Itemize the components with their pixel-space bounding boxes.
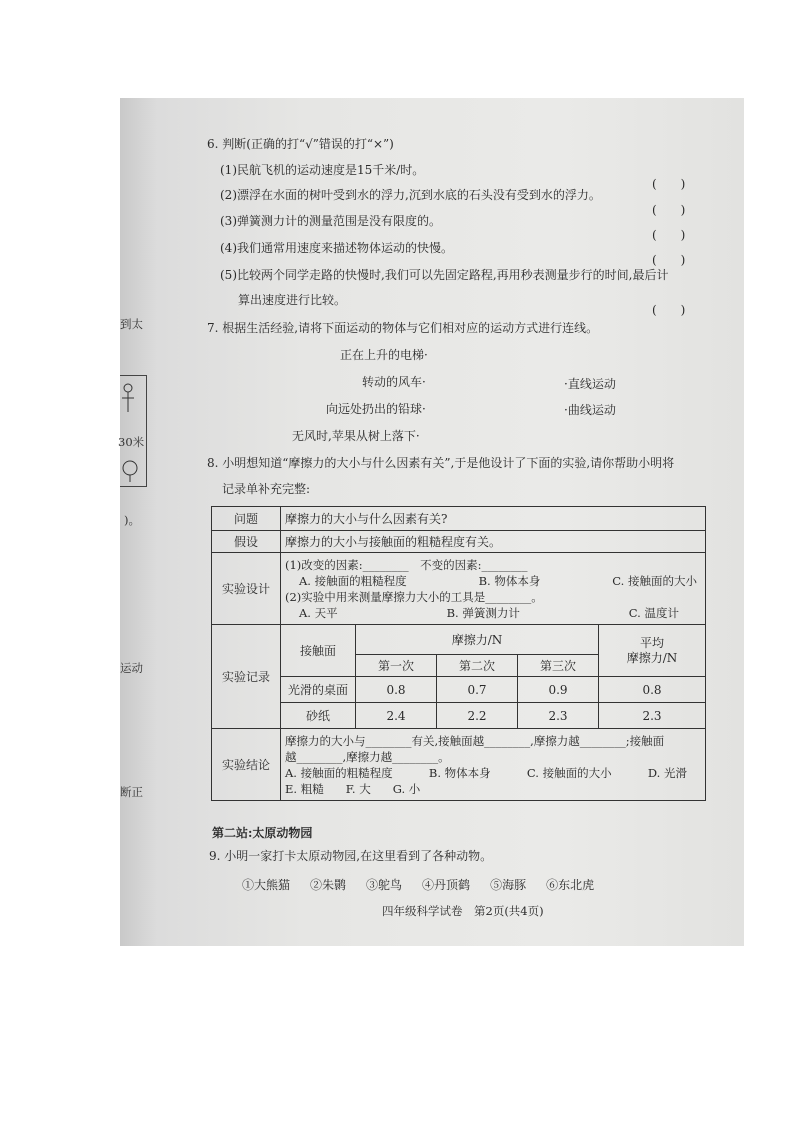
option[interactable]: C. 接触面的大小 [612, 573, 697, 588]
conclusion-line: 越________,摩擦力越________。 [285, 749, 450, 764]
option[interactable]: B. 弹簧测力计 [446, 605, 520, 620]
avg-header-line: 摩擦力/N [626, 650, 678, 665]
option[interactable]: A. 接触面的粗糙程度 [285, 765, 393, 780]
q7-left-item[interactable]: 无风时,苹果从树上落下· [292, 429, 420, 443]
value-cell: 2.4 [356, 703, 437, 729]
value-cell: 0.7 [437, 677, 518, 703]
avg-header [599, 625, 706, 677]
value-cell: 2.3 [518, 703, 599, 729]
q6-item: (4)我们通常用速度来描述物体运动的快慢。 [220, 241, 453, 255]
question-cell: 摩擦力的大小与什么因素有关? [281, 507, 706, 531]
trial-header: 第二次 [437, 655, 518, 677]
row-label: 实验记录 [212, 625, 281, 729]
row-label: 实验结论 [212, 729, 281, 801]
value-cell: 0.9 [518, 677, 599, 703]
q6-item-cont: 算出速度进行比较。 [238, 293, 347, 307]
option[interactable]: A. 接触面的粗糙程度 [299, 573, 407, 588]
animal-item: ⑤海豚 [490, 878, 527, 892]
row-label: 假设 [212, 531, 281, 553]
conclusion-options [285, 781, 701, 797]
design-line: (2)实验中用来测量摩擦力大小的工具是________。 [285, 589, 543, 604]
row-label: 问题 [212, 507, 281, 531]
option[interactable]: B. 物体本身 [428, 765, 491, 780]
q8-title: 8. 小明想知道“摩擦力的大小与什么因素有关”,于是他设计了下面的实验,请你帮助小明将 [207, 456, 675, 470]
page-footer: 四年级科学试卷 第2页(共4页) [382, 904, 544, 918]
trial-header: 第一次 [356, 655, 437, 677]
surface-cell: 光滑的桌面 [281, 677, 356, 703]
hypothesis-cell: 摩擦力的大小与接触面的粗糙程度有关。 [281, 531, 706, 553]
option[interactable]: G. 小 [392, 781, 421, 796]
design-line: (1)改变的因素:________ 不变的因素:________ [285, 557, 528, 572]
value-cell: 2.2 [437, 703, 518, 729]
q7-left-item[interactable]: 向远处扔出的铅球· [326, 402, 426, 416]
q6-item: (1)民航飞机的运动速度是15千米/时。 [220, 163, 425, 177]
q7-title: 7. 根据生活经验,请将下面运动的物体与它们相对应的运动方式进行连线。 [207, 321, 599, 335]
q6-answer-paren[interactable]: ( ) [652, 253, 686, 267]
q6-title: 6. 判断(正确的打“√”错误的打“×”) [207, 137, 394, 151]
option[interactable]: E. 粗糙 [285, 781, 324, 796]
option[interactable]: A. 天平 [299, 605, 338, 620]
option[interactable]: D. 光滑 [647, 765, 687, 780]
q7-left-item[interactable]: 正在上升的电梯· [340, 348, 428, 362]
section-title: 第二站:太原动物园 [212, 826, 313, 840]
option[interactable]: C. 温度计 [628, 605, 679, 620]
person-tree-icon [120, 376, 146, 486]
conclusion-options [285, 765, 701, 781]
q6-answer-paren[interactable]: ( ) [652, 303, 686, 317]
design-options [285, 605, 701, 621]
conclusion-line: 摩擦力的大小与________有关,接触面越________,摩擦力越________;接触面 [285, 733, 665, 748]
q6-answer-paren[interactable]: ( ) [652, 228, 686, 242]
option[interactable]: C. 接触面的大小 [526, 765, 612, 780]
trial-header: 第三次 [518, 655, 599, 677]
q6-item: (5)比较两个同学走路的快慢时,我们可以先固定路程,再用秒表测量步行的时间,最后计 [220, 268, 669, 282]
conclusion-cell[interactable] [281, 729, 706, 801]
q6-answer-paren[interactable]: ( ) [652, 177, 686, 191]
figure-box [120, 375, 147, 487]
edge-fragment: 30米 [118, 435, 145, 449]
avg-cell: 0.8 [599, 677, 706, 703]
q7-right-item[interactable]: ·曲线运动 [564, 403, 616, 417]
animal-item: ③鸵鸟 [366, 878, 403, 892]
friction-header: 摩擦力/N [356, 625, 599, 655]
option[interactable]: B. 物体本身 [478, 573, 541, 588]
avg-cell: 2.3 [599, 703, 706, 729]
row-label: 实验设计 [212, 553, 281, 625]
q6-answer-paren[interactable]: ( ) [652, 203, 686, 217]
experiment-record-table [211, 506, 706, 801]
edge-fragment: 断正 [120, 785, 143, 799]
q9-title: 9. 小明一家打卡太原动物园,在这里看到了各种动物。 [209, 849, 493, 863]
edge-fragment: )。 [124, 513, 140, 527]
animal-list [242, 876, 594, 893]
design-cell[interactable] [281, 553, 706, 625]
q7-right-item[interactable]: ·直线运动 [564, 377, 616, 391]
surface-header: 接触面 [281, 625, 356, 677]
q6-item: (3)弹簧测力计的测量范围是没有限度的。 [220, 214, 441, 228]
avg-header-line: 平均 [639, 635, 664, 650]
animal-item: ②朱鹮 [310, 878, 347, 892]
q7-left-item[interactable]: 转动的风车· [362, 375, 426, 389]
edge-fragment: 运动 [120, 661, 143, 675]
surface-cell: 砂纸 [281, 703, 356, 729]
edge-fragment: 到太 [120, 317, 143, 331]
q8-title-cont: 记录单补充完整: [222, 482, 311, 496]
q6-item: (2)漂浮在水面的树叶受到水的浮力,沉到水底的石头没有受到水的浮力。 [220, 188, 601, 202]
animal-item: ④丹顶鹤 [422, 878, 471, 892]
design-options [285, 573, 701, 589]
option[interactable]: F. 大 [345, 781, 371, 796]
value-cell: 0.8 [356, 677, 437, 703]
animal-item: ①大熊猫 [242, 878, 291, 892]
animal-item: ⑥东北虎 [546, 878, 595, 892]
